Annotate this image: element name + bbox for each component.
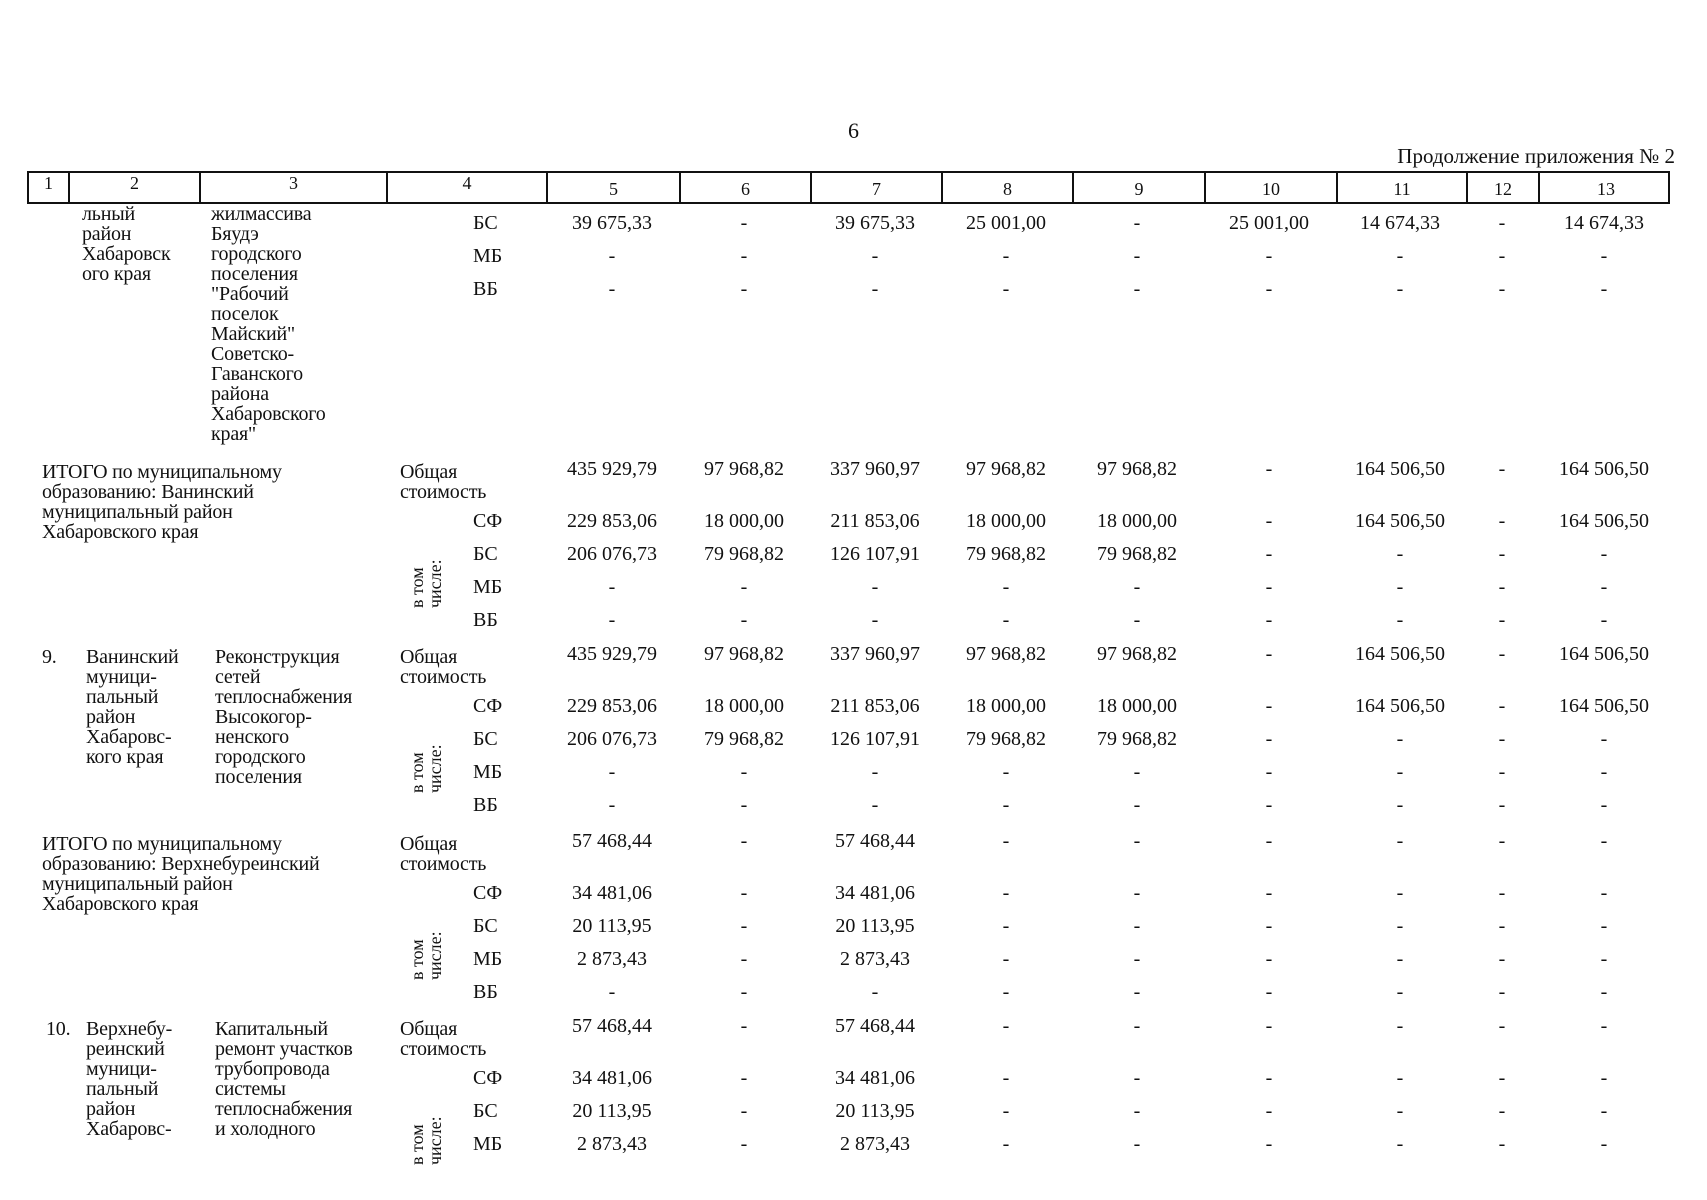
- row-МБ-col-12: -: [1498, 761, 1506, 783]
- row-total-col-6: -: [740, 830, 748, 852]
- row-МБ-col-8: -: [1002, 245, 1010, 267]
- row-total-col-6: 97 968,82: [704, 643, 784, 665]
- row-ВБ-col-12: -: [1498, 981, 1506, 1003]
- total-cost-label: Общая стоимость: [400, 833, 487, 875]
- fund-label: БС: [473, 728, 498, 750]
- row-МБ-col-8: -: [1002, 576, 1010, 598]
- fund-label: ВБ: [473, 609, 498, 631]
- row-БС-col-8: 79 968,82: [966, 543, 1046, 565]
- fund-label: БС: [473, 212, 498, 234]
- fund-label: СФ: [473, 510, 503, 532]
- row-total-col-8: -: [1002, 830, 1010, 852]
- row-БС-col-5: 39 675,33: [572, 212, 652, 234]
- row-СФ-col-12: -: [1498, 882, 1506, 904]
- row-МБ-col-6: -: [740, 761, 748, 783]
- row-МБ-col-11: -: [1396, 245, 1404, 267]
- row-БС-col-12: -: [1498, 915, 1506, 937]
- row-МБ-col-12: -: [1498, 1133, 1506, 1155]
- row-total-col-10: -: [1265, 830, 1273, 852]
- total-title: ИТОГО по муниципальному образованию: Ванинский муниципальный район Хабаровского края: [42, 461, 282, 543]
- row-БС-col-6: 79 968,82: [704, 728, 784, 750]
- row-МБ-col-8: -: [1002, 1133, 1010, 1155]
- row-total-col-11: 164 506,50: [1355, 643, 1445, 665]
- header-col-label: 7: [872, 179, 881, 199]
- row-БС-col-13: -: [1600, 915, 1608, 937]
- row-БС-col-5: 206 076,73: [567, 543, 657, 565]
- row-total-col-8: -: [1002, 1015, 1010, 1037]
- row-БС-col-9: -: [1133, 915, 1141, 937]
- row-МБ-col-5: 2 873,43: [577, 1133, 647, 1155]
- row-total-col-13: -: [1600, 1015, 1608, 1037]
- fund-label: МБ: [473, 948, 503, 970]
- total-cost-label: Общая стоимость: [400, 461, 487, 503]
- row-СФ-col-5: 34 481,06: [572, 1067, 652, 1089]
- row-ВБ-col-9: -: [1133, 981, 1141, 1003]
- row-СФ-col-9: -: [1133, 882, 1141, 904]
- including-label: в том числе:: [407, 1116, 445, 1165]
- row-МБ-col-9: -: [1133, 576, 1141, 598]
- row-МБ-col-11: -: [1396, 576, 1404, 598]
- row-ВБ-col-11: -: [1396, 278, 1404, 300]
- row-total-col-13: 164 506,50: [1559, 458, 1649, 480]
- row-ВБ-col-7: -: [871, 794, 879, 816]
- row-БС-col-7: 20 113,95: [835, 915, 915, 937]
- row-СФ-col-5: 229 853,06: [567, 510, 657, 532]
- row-СФ-col-9: 18 000,00: [1097, 695, 1177, 717]
- row-ВБ-col-9: -: [1133, 278, 1141, 300]
- row-ВБ-col-13: -: [1600, 609, 1608, 631]
- row-СФ-col-8: -: [1002, 882, 1010, 904]
- row-СФ-col-6: -: [740, 882, 748, 904]
- row-БС-col-9: 79 968,82: [1097, 543, 1177, 565]
- row-БС-col-10: -: [1265, 915, 1273, 937]
- row-total-col-10: -: [1265, 458, 1273, 480]
- row-БС-col-7: 126 107,91: [830, 728, 920, 750]
- row-ВБ-col-5: -: [608, 278, 616, 300]
- row-total-col-5: 435 929,79: [567, 458, 657, 480]
- row-СФ-col-9: -: [1133, 1067, 1141, 1089]
- row-СФ-col-11: 164 506,50: [1355, 510, 1445, 532]
- row-БС-col-9: -: [1133, 212, 1141, 234]
- row-МБ-col-9: -: [1133, 1133, 1141, 1155]
- row-ВБ-col-8: -: [1002, 278, 1010, 300]
- fund-label: ВБ: [473, 278, 498, 300]
- row-МБ-col-6: -: [740, 1133, 748, 1155]
- row-total-col-5: 57 468,44: [572, 830, 652, 852]
- row-МБ-col-10: -: [1265, 1133, 1273, 1155]
- row-СФ-col-6: -: [740, 1067, 748, 1089]
- row-МБ-col-10: -: [1265, 576, 1273, 598]
- row-total-col-8: 97 968,82: [966, 458, 1046, 480]
- row-ВБ-col-12: -: [1498, 609, 1506, 631]
- row-МБ-col-7: -: [871, 245, 879, 267]
- row-БС-col-6: 79 968,82: [704, 543, 784, 565]
- row-МБ-col-11: -: [1396, 1133, 1404, 1155]
- row-МБ-col-7: -: [871, 761, 879, 783]
- header-col-1: [29, 173, 70, 202]
- fund-label: МБ: [473, 761, 503, 783]
- row-МБ-col-9: -: [1133, 948, 1141, 970]
- row-СФ-col-11: -: [1396, 882, 1404, 904]
- row-ВБ-col-5: -: [608, 981, 616, 1003]
- row-СФ-col-5: 229 853,06: [567, 695, 657, 717]
- row-МБ-col-7: 2 873,43: [840, 948, 910, 970]
- row-ВБ-col-6: -: [740, 278, 748, 300]
- row-МБ-col-9: -: [1133, 761, 1141, 783]
- total-cost-label: Общая стоимость: [400, 646, 487, 688]
- row-БС-col-8: 25 001,00: [966, 212, 1046, 234]
- row-ВБ-col-5: -: [608, 609, 616, 631]
- row-СФ-col-12: -: [1498, 510, 1506, 532]
- row-ВБ-col-6: -: [740, 609, 748, 631]
- row-БС-col-12: -: [1498, 728, 1506, 750]
- row-total-col-6: -: [740, 1015, 748, 1037]
- row-ВБ-col-13: -: [1600, 794, 1608, 816]
- row-СФ-col-12: -: [1498, 1067, 1506, 1089]
- row-СФ-col-8: -: [1002, 1067, 1010, 1089]
- header-col-label: 13: [1597, 179, 1615, 199]
- total-title: ИТОГО по муниципальному образованию: Верхнебуреинский муниципальный район Хабаровского края: [42, 833, 320, 915]
- row-МБ-col-7: -: [871, 576, 879, 598]
- row-ВБ-col-11: -: [1396, 981, 1404, 1003]
- row-СФ-col-10: -: [1265, 1067, 1273, 1089]
- row-ВБ-col-8: -: [1002, 981, 1010, 1003]
- row-МБ-col-8: -: [1002, 761, 1010, 783]
- fund-label: ВБ: [473, 981, 498, 1003]
- row-ВБ-col-7: -: [871, 981, 879, 1003]
- row-БС-col-10: -: [1265, 728, 1273, 750]
- row-БС-col-10: 25 001,00: [1229, 212, 1309, 234]
- row-ВБ-col-6: -: [740, 794, 748, 816]
- row-ВБ-col-8: -: [1002, 609, 1010, 631]
- row-БС-col-13: -: [1600, 728, 1608, 750]
- row-total-col-9: -: [1133, 830, 1141, 852]
- row-БС-col-5: 20 113,95: [572, 915, 652, 937]
- item-number: 9.: [42, 646, 57, 668]
- row-ВБ-col-7: -: [871, 278, 879, 300]
- row-БС-col-12: -: [1498, 543, 1506, 565]
- row-СФ-col-8: 18 000,00: [966, 695, 1046, 717]
- header-col-3: [201, 173, 388, 202]
- row-СФ-col-5: 34 481,06: [572, 882, 652, 904]
- row-total-col-7: 57 468,44: [835, 1015, 915, 1037]
- row-МБ-col-6: -: [740, 576, 748, 598]
- header-col-2: [70, 173, 201, 202]
- row-ВБ-col-8: -: [1002, 794, 1010, 816]
- row-БС-col-12: -: [1498, 1100, 1506, 1122]
- row-БС-col-13: -: [1600, 1100, 1608, 1122]
- row-ВБ-col-9: -: [1133, 794, 1141, 816]
- row-total-col-11: -: [1396, 1015, 1404, 1037]
- header-col-12: [1468, 173, 1540, 202]
- row-МБ-col-6: -: [740, 948, 748, 970]
- header-col-11: [1338, 173, 1468, 202]
- row-СФ-col-13: 164 506,50: [1559, 510, 1649, 532]
- row-БС-col-10: -: [1265, 543, 1273, 565]
- row-СФ-col-11: 164 506,50: [1355, 695, 1445, 717]
- row-total-col-11: -: [1396, 830, 1404, 852]
- row-СФ-col-12: -: [1498, 695, 1506, 717]
- page-number: 6: [848, 118, 859, 143]
- row-БС-col-7: 126 107,91: [830, 543, 920, 565]
- row-total-col-9: 97 968,82: [1097, 643, 1177, 665]
- fund-label: ВБ: [473, 794, 498, 816]
- row-total-col-12: -: [1498, 643, 1506, 665]
- row-БС-col-11: -: [1396, 915, 1404, 937]
- row-ВБ-col-12: -: [1498, 278, 1506, 300]
- row-МБ-col-9: -: [1133, 245, 1141, 267]
- row-МБ-col-10: -: [1265, 245, 1273, 267]
- row-БС-col-12: -: [1498, 212, 1506, 234]
- row-СФ-col-10: -: [1265, 882, 1273, 904]
- row-МБ-col-5: -: [608, 576, 616, 598]
- header-col-8: [943, 173, 1074, 202]
- including-label: в том числе:: [407, 931, 445, 980]
- row-БС-col-9: -: [1133, 1100, 1141, 1122]
- row-МБ-col-13: -: [1600, 761, 1608, 783]
- row-МБ-col-10: -: [1265, 761, 1273, 783]
- row-ВБ-col-13: -: [1600, 981, 1608, 1003]
- including-label: в том числе:: [407, 559, 445, 608]
- row-total-col-10: -: [1265, 643, 1273, 665]
- row-БС-col-11: -: [1396, 728, 1404, 750]
- row-БС-col-6: -: [740, 212, 748, 234]
- row-СФ-col-6: 18 000,00: [704, 695, 784, 717]
- row-total-col-10: -: [1265, 1015, 1273, 1037]
- row-БС-col-11: 14 674,33: [1360, 212, 1440, 234]
- row-СФ-col-9: 18 000,00: [1097, 510, 1177, 532]
- row-СФ-col-11: -: [1396, 1067, 1404, 1089]
- row-МБ-col-6: -: [740, 245, 748, 267]
- municipality-name: льный район Хабаровск ого края: [82, 203, 171, 285]
- row-ВБ-col-7: -: [871, 609, 879, 631]
- row-БС-col-11: -: [1396, 543, 1404, 565]
- row-СФ-col-7: 211 853,06: [830, 510, 920, 532]
- row-СФ-col-10: -: [1265, 695, 1273, 717]
- fund-label: БС: [473, 1100, 498, 1122]
- header-col-4: [388, 173, 548, 202]
- row-БС-col-7: 20 113,95: [835, 1100, 915, 1122]
- row-total-col-11: 164 506,50: [1355, 458, 1445, 480]
- row-БС-col-8: -: [1002, 915, 1010, 937]
- row-total-col-7: 57 468,44: [835, 830, 915, 852]
- fund-label: МБ: [473, 576, 503, 598]
- municipality-name: Верхнебу- реинский муници- пальный район Хабаровс-: [86, 1018, 173, 1140]
- header-col-9: [1074, 173, 1206, 202]
- row-total-col-13: -: [1600, 830, 1608, 852]
- row-МБ-col-5: 2 873,43: [577, 948, 647, 970]
- fund-label: СФ: [473, 882, 503, 904]
- row-МБ-col-11: -: [1396, 948, 1404, 970]
- header-col-label: 8: [1003, 179, 1012, 199]
- row-ВБ-col-11: -: [1396, 609, 1404, 631]
- row-МБ-col-11: -: [1396, 761, 1404, 783]
- row-МБ-col-7: 2 873,43: [840, 1133, 910, 1155]
- row-МБ-col-12: -: [1498, 245, 1506, 267]
- row-ВБ-col-10: -: [1265, 278, 1273, 300]
- row-ВБ-col-10: -: [1265, 794, 1273, 816]
- row-total-col-7: 337 960,97: [830, 643, 920, 665]
- row-БС-col-5: 206 076,73: [567, 728, 657, 750]
- row-БС-col-11: -: [1396, 1100, 1404, 1122]
- row-БС-col-6: -: [740, 915, 748, 937]
- row-СФ-col-7: 34 481,06: [835, 882, 915, 904]
- fund-label: СФ: [473, 695, 503, 717]
- row-total-col-5: 57 468,44: [572, 1015, 652, 1037]
- row-total-col-7: 337 960,97: [830, 458, 920, 480]
- header-col-label: 3: [289, 173, 298, 193]
- row-ВБ-col-10: -: [1265, 981, 1273, 1003]
- row-СФ-col-6: 18 000,00: [704, 510, 784, 532]
- row-ВБ-col-12: -: [1498, 794, 1506, 816]
- header-col-label: 10: [1262, 179, 1280, 199]
- fund-label: БС: [473, 543, 498, 565]
- row-СФ-col-8: 18 000,00: [966, 510, 1046, 532]
- row-total-col-12: -: [1498, 458, 1506, 480]
- project-name: Капитальный ремонт участков трубопровода системы теплоснабжения и холодного: [215, 1018, 353, 1140]
- header-col-label: 1: [44, 173, 53, 193]
- row-МБ-col-13: -: [1600, 1133, 1608, 1155]
- project-name: жилмассива Бяудэ городского поселения "Рабочий поселок Майский" Советско- Гаванского района Хабаровского края": [211, 203, 326, 445]
- row-МБ-col-12: -: [1498, 576, 1506, 598]
- row-БС-col-13: 14 674,33: [1564, 212, 1644, 234]
- item-number: 10.: [46, 1018, 71, 1040]
- row-total-col-12: -: [1498, 830, 1506, 852]
- header-col-5: [548, 173, 681, 202]
- row-СФ-col-13: -: [1600, 1067, 1608, 1089]
- row-БС-col-6: -: [740, 1100, 748, 1122]
- row-total-col-6: 97 968,82: [704, 458, 784, 480]
- header-col-label: 2: [130, 173, 139, 193]
- row-СФ-col-13: 164 506,50: [1559, 695, 1649, 717]
- project-name: Реконструкция сетей теплоснабжения Высокогор- ненского городского поселения: [215, 646, 353, 788]
- row-total-col-5: 435 929,79: [567, 643, 657, 665]
- fund-label: МБ: [473, 1133, 503, 1155]
- total-cost-label: Общая стоимость: [400, 1018, 487, 1060]
- row-МБ-col-10: -: [1265, 948, 1273, 970]
- header-col-label: 9: [1134, 179, 1144, 199]
- row-БС-col-10: -: [1265, 1100, 1273, 1122]
- header-col-13: [1540, 173, 1672, 202]
- row-БС-col-8: 79 968,82: [966, 728, 1046, 750]
- fund-label: БС: [473, 915, 498, 937]
- row-БС-col-7: 39 675,33: [835, 212, 915, 234]
- row-СФ-col-7: 34 481,06: [835, 1067, 915, 1089]
- row-ВБ-col-9: -: [1133, 609, 1141, 631]
- fund-label: МБ: [473, 245, 503, 267]
- header-col-7: [812, 173, 943, 202]
- row-СФ-col-13: -: [1600, 882, 1608, 904]
- row-БС-col-13: -: [1600, 543, 1608, 565]
- row-total-col-12: -: [1498, 1015, 1506, 1037]
- row-МБ-col-13: -: [1600, 245, 1608, 267]
- row-МБ-col-13: -: [1600, 948, 1608, 970]
- row-ВБ-col-6: -: [740, 981, 748, 1003]
- row-СФ-col-7: 211 853,06: [830, 695, 920, 717]
- row-МБ-col-5: -: [608, 761, 616, 783]
- header-col-label: 5: [609, 179, 618, 199]
- row-total-col-9: -: [1133, 1015, 1141, 1037]
- row-БС-col-8: -: [1002, 1100, 1010, 1122]
- row-total-col-13: 164 506,50: [1559, 643, 1649, 665]
- row-СФ-col-10: -: [1265, 510, 1273, 532]
- row-БС-col-9: 79 968,82: [1097, 728, 1177, 750]
- row-ВБ-col-11: -: [1396, 794, 1404, 816]
- continuation-title: Продолжение приложения № 2: [1397, 144, 1675, 168]
- including-label: в том числе:: [407, 744, 445, 793]
- row-МБ-col-8: -: [1002, 948, 1010, 970]
- header-col-6: [681, 173, 812, 202]
- header-col-label: 11: [1393, 179, 1411, 199]
- fund-label: СФ: [473, 1067, 503, 1089]
- municipality-name: Ванинский муници- пальный район Хабаровс- кого края: [86, 646, 179, 768]
- row-ВБ-col-13: -: [1600, 278, 1608, 300]
- row-МБ-col-12: -: [1498, 948, 1506, 970]
- row-total-col-9: 97 968,82: [1097, 458, 1177, 480]
- header-col-10: [1206, 173, 1338, 202]
- row-ВБ-col-5: -: [608, 794, 616, 816]
- row-МБ-col-13: -: [1600, 576, 1608, 598]
- header-col-label: 4: [462, 173, 472, 193]
- row-total-col-8: 97 968,82: [966, 643, 1046, 665]
- row-ВБ-col-10: -: [1265, 609, 1273, 631]
- header-col-label: 12: [1494, 179, 1512, 199]
- row-БС-col-5: 20 113,95: [572, 1100, 652, 1122]
- row-МБ-col-5: -: [608, 245, 616, 267]
- header-col-label: 6: [741, 179, 750, 199]
- table-header: [27, 171, 1670, 204]
